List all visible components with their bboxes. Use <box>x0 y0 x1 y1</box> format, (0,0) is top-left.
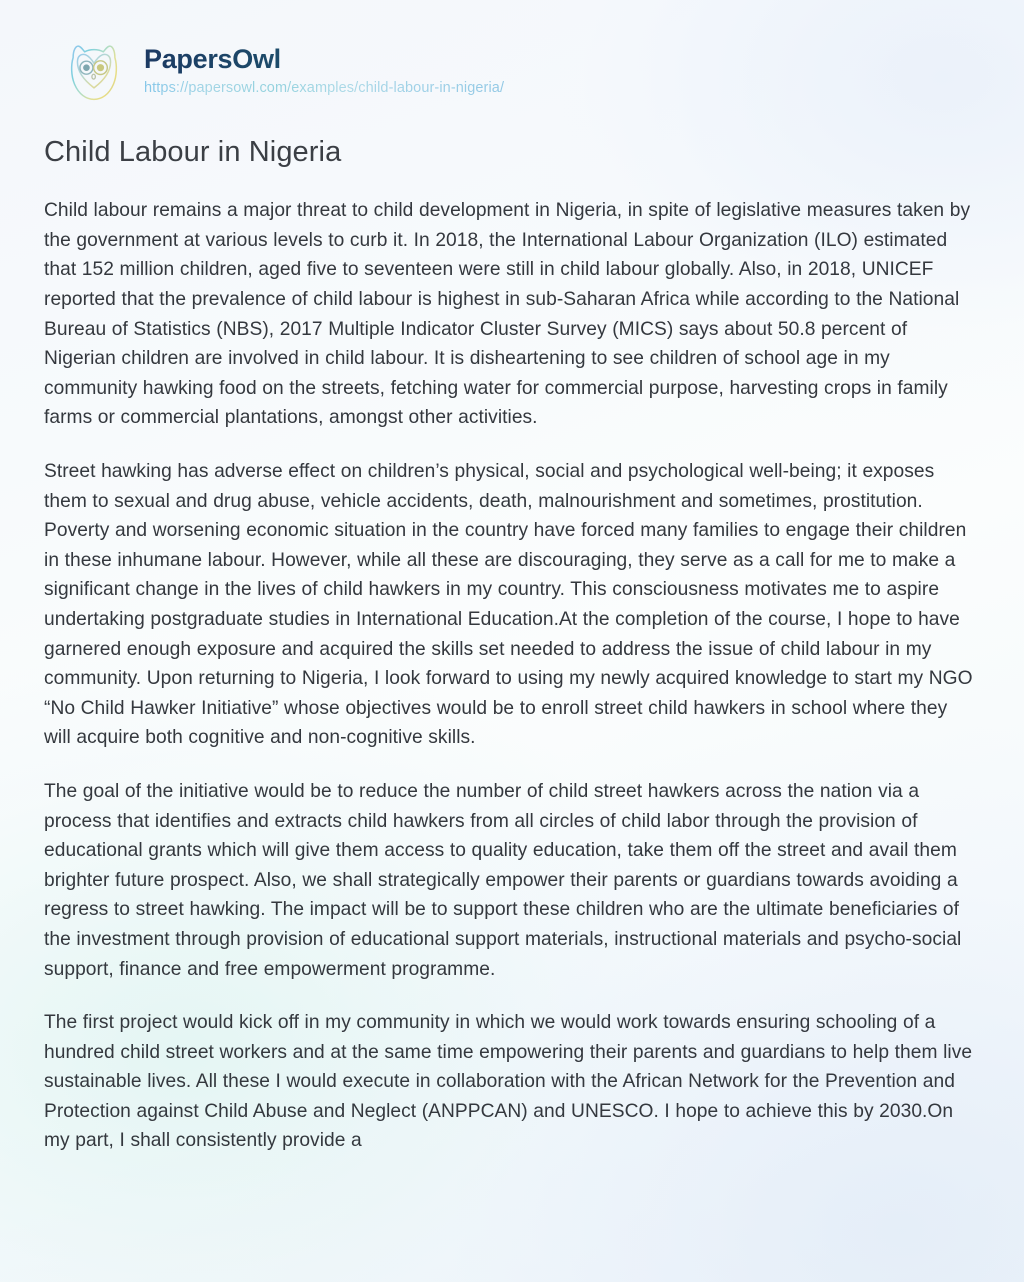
owl-logo-icon <box>58 36 130 108</box>
article-body <box>40 134 984 1156</box>
paragraph: Child labour remains a major threat to child development in Nigeria, in spite of legislative measures taken by the government at various levels to curb it. In 2018, the International Labour Organization (ILO) estimated that 152 million children, aged five to seventeen were still in child labour globally. Also, in 2018, UNICEF reported that the prevalence of child labour is highest in sub-Saharan Africa while according to the National Bureau of Statistics (NBS), 2017 Multiple Indicator Cluster Survey (MICS) says about 50.8 percent of Nigerian children are involved in child labour. It is disheartening to see children of school age in my community hawking food on the streets, fetching water for commercial purpose, harvesting crops in family farms or commercial plantations, amongst other activities. <box>44 200 971 429</box>
paragraph: Street hawking has adverse effect on children’s physical, social and psychological well-being; it exposes them to sexual and drug abuse, vehicle accidents, death, malnourishment and sometimes, prostitution. Poverty and worsening economic situation in the country have forced many families to engage their children in these inhumane labour. However, while all these are discouraging, they serve as a call for me to make a significant change in the lives of child hawkers in my country. This consciousness motivates me to aspire undertaking postgraduate studies in International Education.At the completion of the course, I hope to have garnered enough exposure and acquired the skills set needed to address the issue of child labour in my community. Upon returning to Nigeria, I look forward to using my newly acquired knowledge to start my NGO “No Child Hawker Initiative” whose objectives would be to enroll street child hawkers in school where they will acquire both cognitive and non-cognitive skills. <box>44 461 973 749</box>
site-header <box>40 0 984 96</box>
page-url[interactable]: https://papersowl.com/examples/child-labour-in-nigeria/ <box>144 79 505 96</box>
page-title: Child Labour in Nigeria <box>44 136 342 168</box>
brand-name[interactable]: PapersOwl <box>144 45 504 75</box>
brand-block <box>144 43 504 97</box>
essay-text <box>44 196 976 1156</box>
paragraph: The goal of the initiative would be to reduce the number of child street hawkers across the nation via a process that identifies and extracts child hawkers from all circles of child labor through the provision of educational grants which will give them access to quality education, take them off the street and avail them brighter future prospect. Also, we shall strategically empower their parents or guardians towards avoiding a regress to street hawking. The impact will be to support these children who are the ultimate beneficiaries of the investment through provision of educational support materials, instructional materials and psycho-social support, finance and free empowerment programme. <box>44 780 962 980</box>
paragraph: The first project would kick off in my community in which we would work towards ensuring schooling of a hundred child street workers and at the same time empowering their parents and guardians to help them live sustainable lives. All these I would execute in collaboration with the African Network for the Prevention and Protection against Child Abuse and Neglect (ANPPCAN) and UNESCO. I hope to achieve this by 2030.On my part, I shall consistently provide a <box>44 1012 973 1152</box>
